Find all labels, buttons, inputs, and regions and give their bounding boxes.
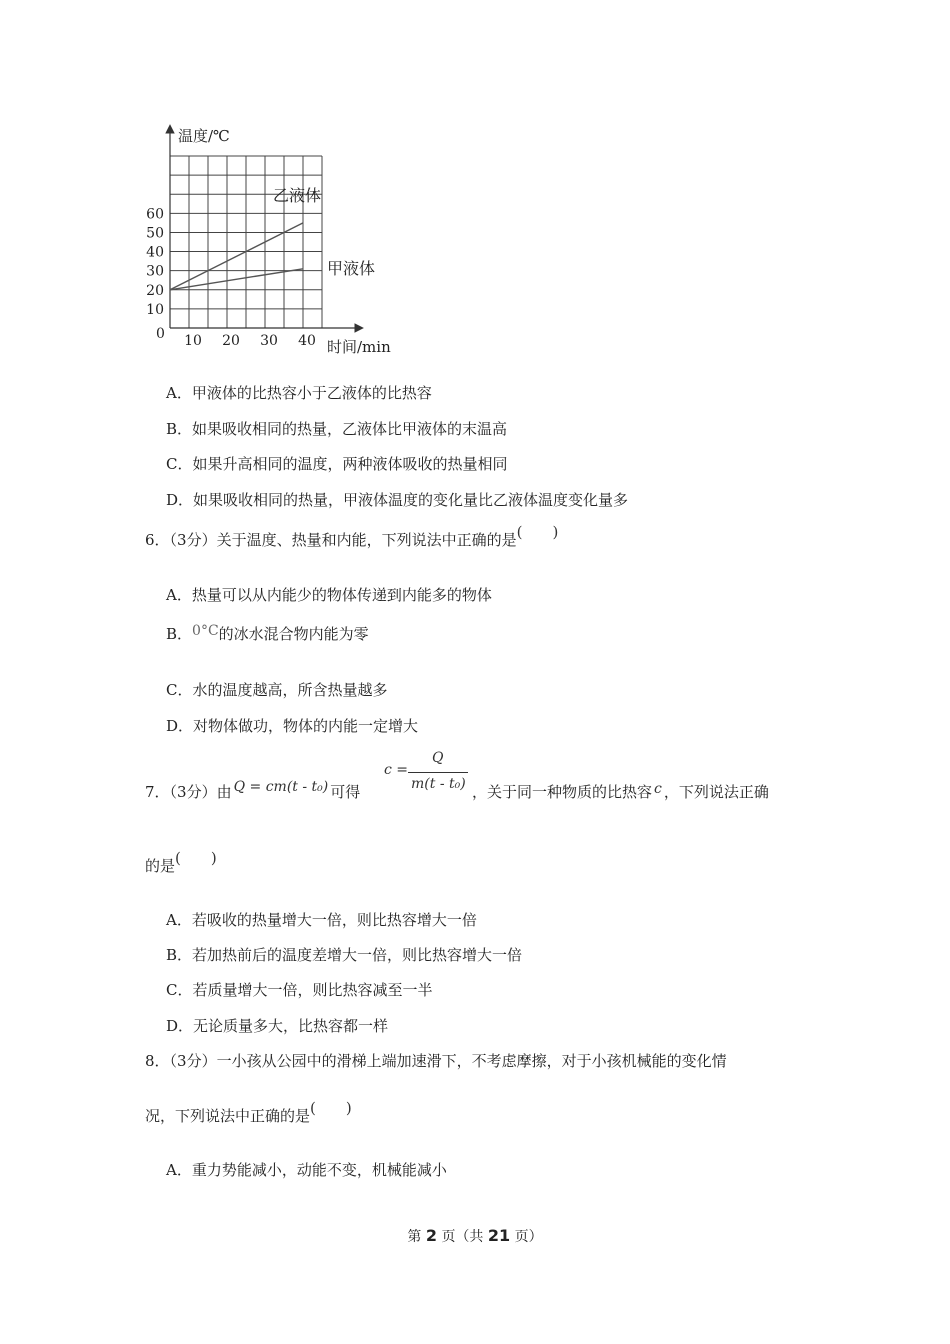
q8-option-a [166, 1160, 447, 1180]
q7-option-a [166, 910, 477, 930]
option-text: 无论质量多大，比热容都一样 [193, 1017, 389, 1035]
q5-option-b [166, 419, 507, 439]
variable-c: c [654, 781, 662, 797]
q5-option-a [166, 383, 432, 403]
option-letter: A． [166, 384, 192, 402]
question-text: 7．（3分）由 [145, 783, 232, 801]
question-text: 况，下列说法中正确的是 [145, 1107, 311, 1125]
option-letter: C． [166, 455, 193, 473]
q6-option-a [166, 585, 492, 605]
option-letter: A． [166, 586, 192, 604]
option-text: 重力势能减小，动能不变，机械能减小 [191, 1161, 447, 1179]
series-label: 乙液体 [273, 185, 322, 205]
footer-mid: 页（共 [441, 1229, 484, 1245]
q5-option-d [166, 490, 628, 510]
option-letter: B． [166, 420, 193, 438]
footer-page-number: 2 [425, 1226, 437, 1245]
x-tick-label: 20 [222, 333, 240, 349]
option-text: 若加热前后的温度差增大一倍，则比热容增大一倍 [192, 946, 523, 964]
q7-stem-line2 [145, 849, 217, 876]
y-tick-label: 40 [146, 244, 164, 261]
option-text: 若质量增大一倍，则比热容减至一半 [192, 981, 433, 999]
q7-stem-continued [472, 782, 769, 803]
footer-prefix: 第 [407, 1229, 422, 1245]
math-expression: 0°C [192, 623, 219, 639]
option-text: 如果升高相同的温度，两种液体吸收的热量相同 [192, 455, 508, 473]
y-tick-label: 50 [146, 225, 164, 242]
question-text: 8．（3分）一小孩从公园中的滑梯上端加速滑下，不考虑摩擦，对于小孩机械能的变化情 [145, 1052, 727, 1070]
fraction-bar [408, 772, 468, 773]
origin-label: 0 [156, 326, 165, 342]
q6-option-b [166, 624, 369, 645]
option-letter: A． [166, 1161, 192, 1179]
x-tick-label: 30 [260, 333, 278, 349]
y-tick-label: 10 [146, 301, 164, 318]
q6-option-c [166, 680, 388, 700]
option-text: 甲液体的比热容小于乙液体的比热容 [191, 384, 432, 402]
q6-option-d [166, 716, 418, 736]
page-footer [0, 1226, 950, 1246]
x-axis-label: 时间/min [327, 338, 391, 356]
x-tick-label: 40 [298, 333, 316, 349]
option-letter: D． [166, 717, 194, 735]
option-text: 热量可以从内能少的物体传递到内能多的物体 [191, 586, 492, 604]
q7-option-b [166, 945, 522, 965]
chart-series [170, 186, 375, 290]
y-tick-label: 30 [146, 263, 164, 280]
y-tick-label: 20 [146, 282, 164, 299]
temperature-time-chart [140, 118, 410, 363]
question-text: 6．（3分）关于温度、热量和内能，下列说法中正确的是 [145, 531, 517, 549]
y-axis-label: 温度/℃ [178, 127, 230, 145]
option-text: 对物体做功，物体的内能一定增大 [193, 717, 419, 735]
q8-stem-line2 [145, 1099, 352, 1126]
fraction-denominator: m(t - t₀) [411, 776, 466, 792]
option-letter: B． [166, 946, 193, 964]
footer-total-pages: 21 [487, 1226, 511, 1245]
footer-suffix: 页） [514, 1229, 543, 1245]
series-label: 甲液体 [327, 258, 376, 278]
y-tick-label: 60 [146, 206, 164, 223]
q6-stem [145, 523, 559, 550]
option-text: 如果吸收相同的热量，乙液体比甲液体的末温高 [192, 420, 508, 438]
option-letter: D． [166, 491, 194, 509]
x-tick-label: 10 [184, 333, 202, 349]
answer-paren: ( ) [310, 1099, 352, 1117]
option-letter: D． [166, 1017, 194, 1035]
q8-stem [145, 1051, 727, 1071]
question-text: 的是 [145, 857, 176, 875]
answer-paren: ( ) [516, 523, 559, 541]
fraction-numerator: Q [432, 750, 444, 766]
question-text-end: ，下列说法正确 [663, 783, 769, 801]
formula-heat: Q = cm(t - t₀) [233, 779, 329, 795]
fraction-lhs: c = [384, 762, 409, 778]
option-text: 水的温度越高，所含热量越多 [192, 681, 388, 699]
q5-option-c [166, 454, 508, 474]
option-text: 如果吸收相同的热量，甲液体温度的变化量比乙液体温度变化量多 [193, 491, 629, 509]
answer-paren: ( ) [175, 849, 217, 867]
option-text: 若吸收的热量增大一倍，则比热容增大一倍 [191, 911, 477, 929]
option-text: 的冰水混合物内能为零 [218, 625, 369, 643]
option-letter: C． [166, 981, 193, 999]
q7-stem [145, 779, 361, 803]
q7-option-d [166, 1016, 388, 1036]
question-text: ，关于同一种物质的比热容 [472, 783, 653, 801]
q7-option-c [166, 980, 433, 1000]
question-text-mid: 可得 [330, 783, 361, 801]
chart-grid [170, 156, 322, 328]
chart-svg [140, 118, 410, 363]
option-letter: B． [166, 625, 193, 643]
option-letter: A． [166, 911, 192, 929]
option-letter: C． [166, 681, 193, 699]
